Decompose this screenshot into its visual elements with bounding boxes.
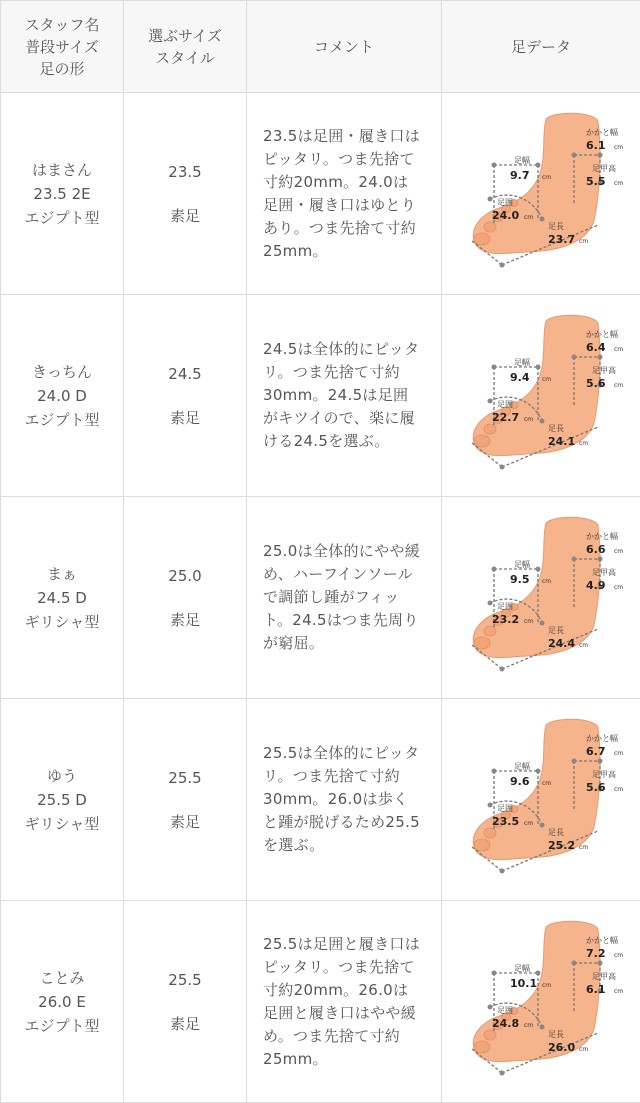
girth-label: 足囲 bbox=[497, 400, 513, 409]
girth-label: 足囲 bbox=[497, 198, 513, 207]
length-label: 足長 bbox=[548, 626, 564, 635]
table-row bbox=[1, 901, 640, 1103]
comment-cell: 24.5は全体的にピッタ リ。つま先捨て寸約 30mm。24.5は足囲 がキツイので、楽に履 ける24.5を選ぶ。 bbox=[247, 295, 442, 497]
size-value: 25.5 bbox=[124, 766, 246, 790]
foot-width-label: 足幅 bbox=[514, 963, 530, 973]
length-unit: cm bbox=[579, 642, 588, 649]
size-cell bbox=[124, 901, 247, 1103]
heel-width-value: 6.6 bbox=[586, 543, 606, 556]
length-unit: cm bbox=[579, 844, 588, 851]
length-label: 足長 bbox=[548, 222, 564, 231]
foot-measure-illustration bbox=[442, 93, 640, 290]
size-cell bbox=[124, 699, 247, 901]
header-foot-data: 足データ bbox=[442, 1, 640, 93]
foot-width-value: 9.5 bbox=[510, 573, 530, 586]
staff-cell: きっちん 24.0 D エジプト型 bbox=[1, 295, 124, 497]
heel-width-unit: cm bbox=[614, 144, 623, 151]
size-value: 23.5 bbox=[124, 160, 246, 184]
table-row bbox=[1, 93, 640, 295]
size-cell bbox=[124, 295, 247, 497]
foot-measure-illustration bbox=[442, 295, 640, 492]
foot-data-cell bbox=[442, 699, 640, 901]
girth-unit: cm bbox=[524, 214, 533, 221]
heel-width-unit: cm bbox=[614, 750, 623, 757]
length-value: 25.2 bbox=[548, 839, 575, 852]
heel-width-value: 6.7 bbox=[586, 745, 606, 758]
foot-width-label: 足幅 bbox=[514, 761, 530, 771]
instep-unit: cm bbox=[614, 180, 623, 187]
instep-value: 5.6 bbox=[586, 377, 606, 390]
girth-label: 足囲 bbox=[497, 1006, 513, 1015]
size-cell bbox=[124, 93, 247, 295]
girth-label: 足囲 bbox=[497, 804, 513, 813]
style-value: 素足 bbox=[124, 1012, 246, 1036]
table-row bbox=[1, 295, 640, 497]
heel-width-label: かかと幅 bbox=[586, 733, 618, 743]
foot-data-cell bbox=[442, 901, 640, 1103]
girth-unit: cm bbox=[524, 416, 533, 423]
instep-value: 5.6 bbox=[586, 781, 606, 794]
instep-unit: cm bbox=[614, 584, 623, 591]
heel-width-unit: cm bbox=[614, 952, 623, 959]
foot-width-value: 10.1 bbox=[510, 977, 537, 990]
style-value: 素足 bbox=[124, 810, 246, 834]
girth-value: 24.8 bbox=[492, 1017, 519, 1030]
heel-width-unit: cm bbox=[614, 548, 623, 555]
staff-cell: まぁ 24.5 D ギリシャ型 bbox=[1, 497, 124, 699]
staff-cell: ことみ 26.0 E エジプト型 bbox=[1, 901, 124, 1103]
instep-label: 足甲高 bbox=[592, 163, 616, 173]
foot-data-cell bbox=[442, 93, 640, 295]
header-size: 選ぶサイズ スタイル bbox=[124, 1, 247, 93]
girth-unit: cm bbox=[524, 618, 533, 625]
foot-width-unit: cm bbox=[542, 578, 551, 585]
style-value: 素足 bbox=[124, 608, 246, 632]
girth-label: 足囲 bbox=[497, 602, 513, 611]
girth-value: 24.0 bbox=[492, 209, 519, 222]
length-value: 24.1 bbox=[548, 435, 575, 448]
girth-value: 23.2 bbox=[492, 613, 519, 626]
length-value: 26.0 bbox=[548, 1041, 575, 1054]
comment-cell: 25.0は全体的にやや緩 め、ハーフインソール で調節し踵がフィッ ト。24.5はつま先周り が窮屈。 bbox=[247, 497, 442, 699]
length-label: 足長 bbox=[548, 424, 564, 433]
foot-width-unit: cm bbox=[542, 780, 551, 787]
foot-data-cell bbox=[442, 295, 640, 497]
table-row bbox=[1, 699, 640, 901]
girth-unit: cm bbox=[524, 820, 533, 827]
instep-label: 足甲高 bbox=[592, 971, 616, 981]
foot-width-unit: cm bbox=[542, 174, 551, 181]
staff-cell: ゆう 25.5 D ギリシャ型 bbox=[1, 699, 124, 901]
girth-value: 22.7 bbox=[492, 411, 519, 424]
heel-width-label: かかと幅 bbox=[586, 329, 618, 339]
header-staff: スタッフ名 普段サイズ 足の形 bbox=[1, 1, 124, 93]
foot-width-label: 足幅 bbox=[514, 357, 530, 367]
foot-measure-illustration bbox=[442, 699, 640, 896]
comment-cell: 23.5は足囲・履き口は ピッタリ。つま先捨て 寸約20mm。24.0は 足囲・履き口はゆとり あり。つま先捨て寸約 25mm。 bbox=[247, 93, 442, 295]
instep-value: 6.1 bbox=[586, 983, 606, 996]
length-unit: cm bbox=[579, 1046, 588, 1053]
table-header-row bbox=[1, 1, 640, 93]
instep-unit: cm bbox=[614, 988, 623, 995]
heel-width-unit: cm bbox=[614, 346, 623, 353]
comment-cell: 25.5は全体的にピッタ リ。つま先捨て寸約 30mm。26.0は歩く と踵が脱げるため25.5 を選ぶ。 bbox=[247, 699, 442, 901]
girth-value: 23.5 bbox=[492, 815, 519, 828]
instep-unit: cm bbox=[614, 382, 623, 389]
instep-label: 足甲高 bbox=[592, 769, 616, 779]
foot-width-value: 9.4 bbox=[510, 371, 530, 384]
instep-value: 4.9 bbox=[586, 579, 606, 592]
foot-width-label: 足幅 bbox=[514, 155, 530, 165]
staff-cell: はまさん 23.5 2E エジプト型 bbox=[1, 93, 124, 295]
style-value: 素足 bbox=[124, 204, 246, 228]
table-row bbox=[1, 497, 640, 699]
comment-cell: 25.5は足囲と履き口は ピッタリ。つま先捨て 寸約20mm。26.0は 足囲と履き口はやや緩 め。つま先捨て寸約 25mm。 bbox=[247, 901, 442, 1103]
header-comment: コメント bbox=[247, 1, 442, 93]
length-label: 足長 bbox=[548, 828, 564, 837]
instep-unit: cm bbox=[614, 786, 623, 793]
heel-width-value: 6.4 bbox=[586, 341, 606, 354]
foot-width-unit: cm bbox=[542, 982, 551, 989]
length-label: 足長 bbox=[548, 1030, 564, 1039]
size-value: 25.5 bbox=[124, 968, 246, 992]
foot-measure-illustration bbox=[442, 497, 640, 694]
length-unit: cm bbox=[579, 238, 588, 245]
heel-width-label: かかと幅 bbox=[586, 531, 618, 541]
foot-width-value: 9.6 bbox=[510, 775, 530, 788]
size-value: 25.0 bbox=[124, 564, 246, 588]
foot-data-cell bbox=[442, 497, 640, 699]
foot-width-label: 足幅 bbox=[514, 559, 530, 569]
heel-width-label: かかと幅 bbox=[586, 127, 618, 137]
girth-unit: cm bbox=[524, 1022, 533, 1029]
length-value: 24.4 bbox=[548, 637, 575, 650]
size-cell bbox=[124, 497, 247, 699]
length-value: 23.7 bbox=[548, 233, 575, 246]
foot-measure-illustration bbox=[442, 901, 640, 1098]
instep-label: 足甲高 bbox=[592, 365, 616, 375]
length-unit: cm bbox=[579, 440, 588, 447]
heel-width-value: 7.2 bbox=[586, 947, 606, 960]
size-value: 24.5 bbox=[124, 362, 246, 386]
foot-width-value: 9.7 bbox=[510, 169, 530, 182]
heel-width-value: 6.1 bbox=[586, 139, 606, 152]
foot-width-unit: cm bbox=[542, 376, 551, 383]
style-value: 素足 bbox=[124, 406, 246, 430]
instep-value: 5.5 bbox=[586, 175, 606, 188]
heel-width-label: かかと幅 bbox=[586, 935, 618, 945]
instep-label: 足甲高 bbox=[592, 567, 616, 577]
